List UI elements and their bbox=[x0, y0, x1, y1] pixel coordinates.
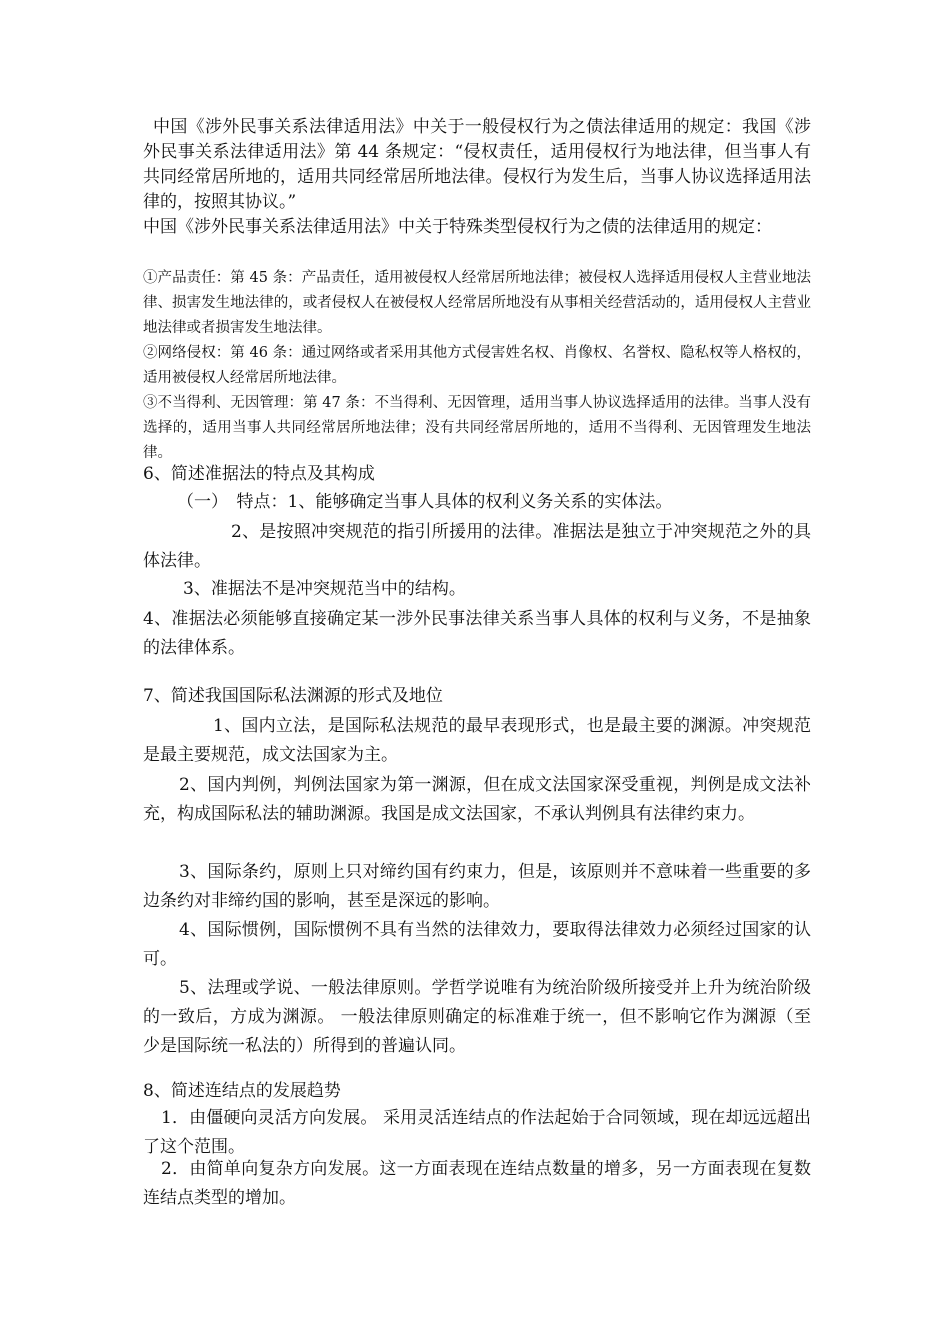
paragraph-7-3: 3、国际条约，原则上只对缔约国有约束力，但是，该原则并不意味着一些重要的多边条约对非缔约国的影响，甚至是深远的影响。 bbox=[143, 862, 811, 911]
paragraph-7-1: 1、国内立法，是国际私法规范的最早表现形式，也是最主要的渊源。冲突规范是最主要规范，成文法国家为主。 bbox=[143, 716, 811, 765]
paragraph-7-5: 5、法理或学说、一般法律原则。学哲学说唯有为统治阶级所接受并上升为统治阶级的一致后，方成为渊源。 一般法律原则确定的标准难于统一，但不影响它作为渊源（至少是国际统一私法的）所得到的普遍认同。 bbox=[143, 978, 811, 1056]
paragraph-7-4: 4、国际惯例，国际惯例不具有当然的法律效力，要取得法律效力必须经过国家的认可。 bbox=[143, 920, 811, 969]
paragraph-6-4: 4、准据法必须能够直接确定某一涉外民事法律关系当事人具体的权利与义务，不是抽象的法律体系。 bbox=[143, 609, 811, 658]
paragraph-8-1: 1．由僵硬向灵活方向发展。 采用灵活连结点的作法起始于合同领域，现在却远远超出了这个范围。 bbox=[143, 1108, 811, 1157]
paragraph-6-2: 2、是按照冲突规范的指引所援用的法律。准据法是独立于冲突规范之外的具体法律。 bbox=[143, 522, 811, 571]
paragraph-general-tort: 中国《涉外民事关系法律适用法》中关于一般侵权行为之债法律适用的规定：我国《涉外民事关系法律适用法》第 44 条规定：“侵权责任，适用侵权行为地法律，但当事人有共同经常居所地的，适用共同经常居所地法律。侵权行为发生后，当事人协议选择适用法律的，按照其协议。” bbox=[143, 117, 811, 212]
section-heading-7: 7、简述我国国际私法渊源的形式及地位 bbox=[143, 686, 443, 706]
paragraph-unjust-enrichment: ③不当得利、无因管理：第 47 条：不当得利、无因管理，适用当事人协议选择适用的法律。当事人没有选择的，适用当事人共同经常居所地法律；没有共同经常居所地的，适用不当得利、无因管理发生地法律。 bbox=[143, 395, 811, 461]
paragraph-8-2: 2．由简单向复杂方向发展。这一方面表现在连结点数量的增多，另一方面表现在复数连结点类型的增加。 bbox=[143, 1159, 811, 1208]
paragraph-network-tort: ②网络侵权：第 46 条：通过网络或者采用其他方式侵害姓名权、肖像权、名誉权、隐私权等人格权的，适用被侵权人经常居所地法律。 bbox=[143, 345, 811, 386]
paragraph-6-1: （一） 特点：1、能够确定当事人具体的权利义务关系的实体法。 bbox=[177, 492, 673, 512]
section-heading-6: 6、简述准据法的特点及其构成 bbox=[143, 464, 375, 484]
section-heading-8: 8、简述连结点的发展趋势 bbox=[143, 1081, 341, 1101]
paragraph-product-liability: ①产品责任：第 45 条：产品责任，适用被侵权人经常居所地法律；被侵权人选择适用侵权人主营业地法律、损害发生地法律的，或者侵权人在被侵权人经常居所地没有从事相关经营活动的，适用侵权人主营业地法律或者损害发生地法律。 bbox=[143, 270, 811, 336]
paragraph-7-2: 2、国内判例，判例法国家为第一渊源，但在成文法国家深受重视，判例是成文法补充，构成国际私法的辅助渊源。我国是成文法国家，不承认判例具有法律约束力。 bbox=[143, 775, 811, 824]
paragraph-6-3: 3、准据法不是冲突规范当中的结构。 bbox=[183, 579, 466, 599]
paragraph-special-tort-heading: 中国《涉外民事关系法律适用法》中关于特殊类型侵权行为之债的法律适用的规定： bbox=[143, 217, 772, 237]
